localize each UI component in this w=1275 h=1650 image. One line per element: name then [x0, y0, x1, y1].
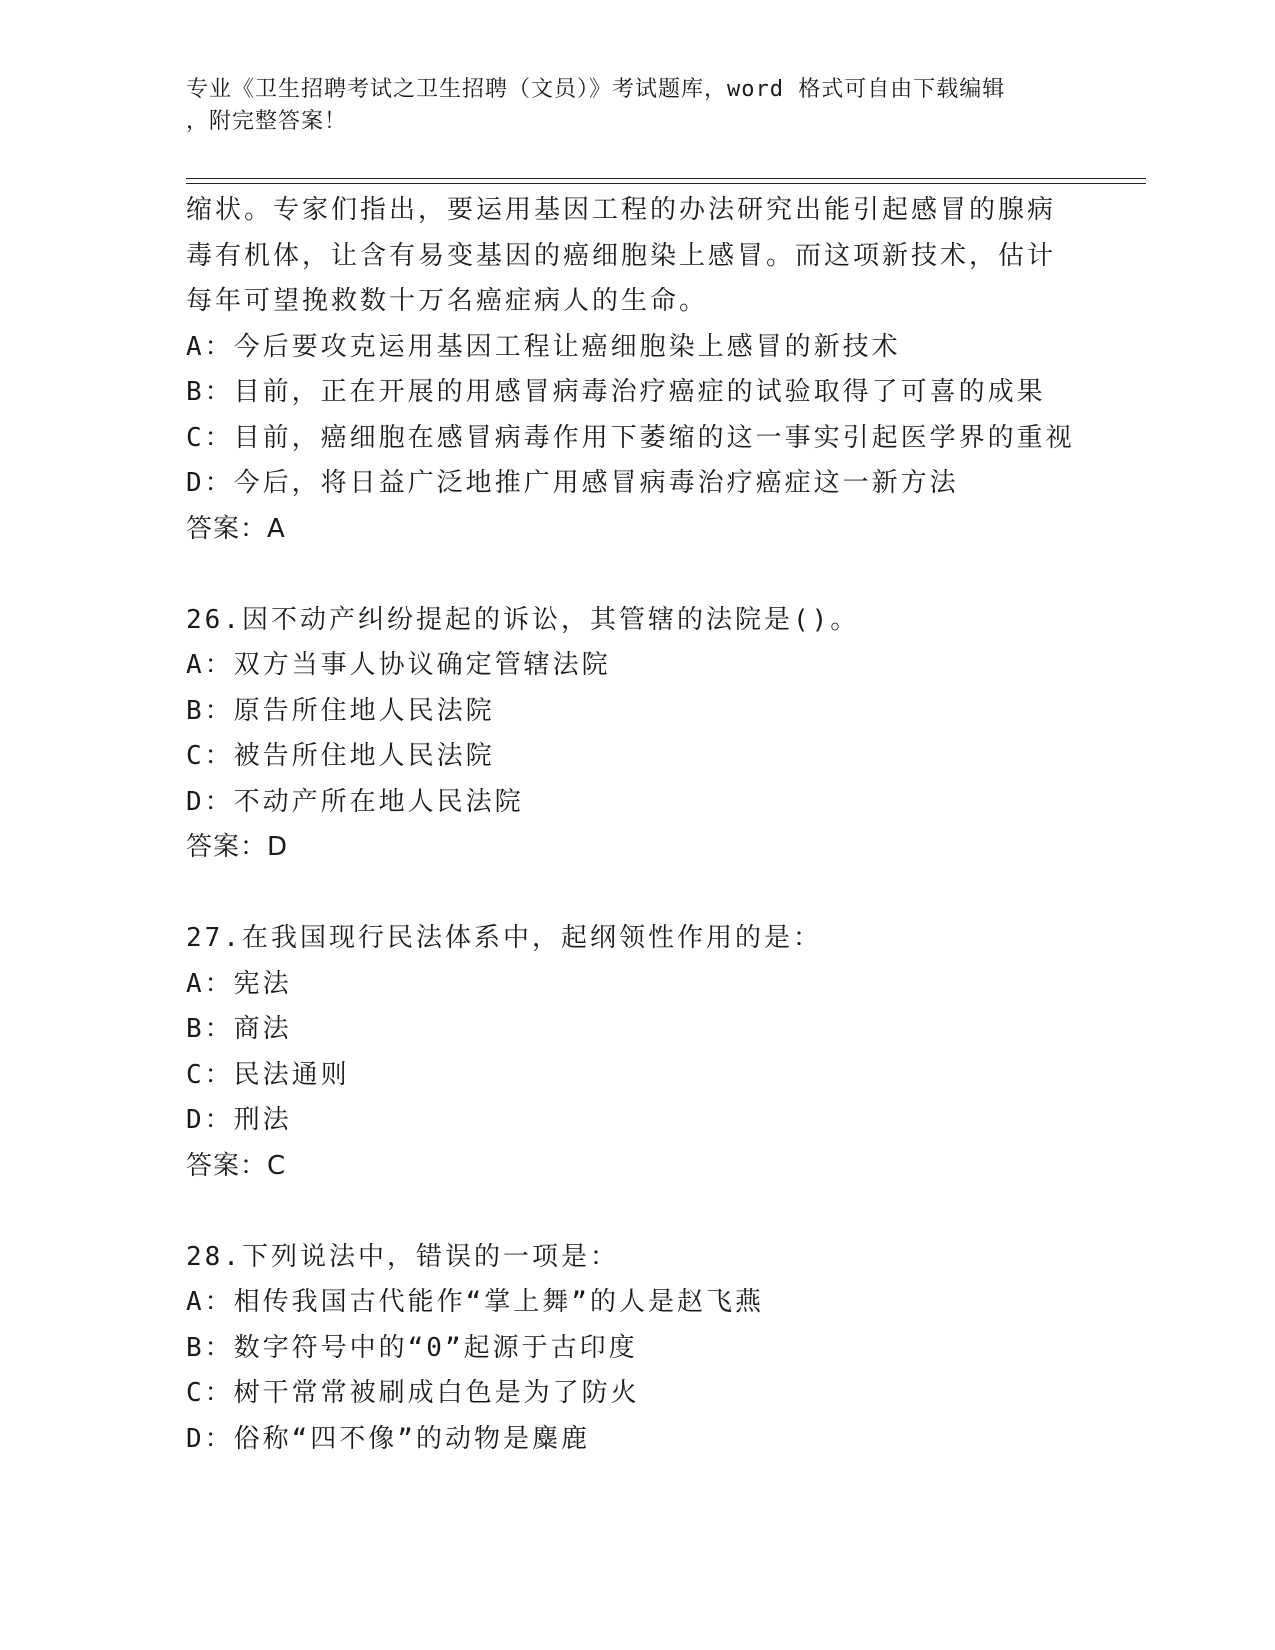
option-b: B：原告所住地人民法院: [186, 695, 495, 726]
question-stem-line: 每年可望挽救数十万名癌症病人的生命。: [186, 286, 709, 316]
header-line-1: 专业《卫生招聘考试之卫生招聘（文员）》考试题库，word 格式可自由下载编辑: [186, 77, 1006, 102]
option-c: C：被告所住地人民法院: [186, 741, 495, 771]
option-b: B：数字符号中的“0”起源于古印度: [186, 1332, 638, 1363]
question-stem-line: 缩状。专家们指出，要运用基因工程的办法研究出能引起感冒的腺病: [186, 195, 1057, 225]
answer: 答案：D: [186, 832, 289, 862]
option-a: A：宪法: [186, 968, 292, 999]
document-header: [186, 74, 1066, 138]
option-d: D：刑法: [186, 1105, 292, 1135]
option-a: A：双方当事人协议确定管辖法院: [186, 650, 611, 680]
spacer: [186, 552, 1146, 598]
option-c: C：目前，癌细胞在感冒病毒作用下萎缩的这一事实引起医学界的重视: [186, 422, 1075, 453]
header-divider-top: [186, 178, 1146, 179]
spacer: [186, 1189, 1146, 1235]
question-stem: 28.下列说法中，错误的一项是：: [186, 1241, 619, 1272]
question-28: [186, 1235, 1146, 1463]
question-stem-line: 毒有机体，让含有易变基因的癌细胞染上感冒。而这项新技术，估计: [186, 240, 1057, 271]
question-25: [186, 188, 1146, 552]
answer: 答案：C: [186, 1150, 287, 1181]
option-a: A：相传我国古代能作“掌上舞”的人是赵飞燕: [186, 1287, 764, 1317]
option-d: D：俗称“四不像”的动物是麋鹿: [186, 1423, 590, 1454]
answer: 答案：A: [186, 513, 286, 544]
question-27: [186, 916, 1146, 1189]
header-divider-bottom: [186, 183, 1146, 184]
question-stem: 26.因不动产纠纷提起的诉讼，其管辖的法院是()。: [186, 604, 860, 635]
option-b: B：商法: [186, 1014, 292, 1044]
question-stem: 27.在我国现行民法体系中，起纲领性作用的是：: [186, 923, 822, 953]
spacer: [186, 871, 1146, 917]
option-d: D：今后，将日益广泛地推广用感冒病毒治疗癌症这一新方法: [186, 468, 959, 498]
option-c: C：民法通则: [186, 1059, 350, 1090]
option-a: A：今后要攻克运用基因工程让癌细胞染上感冒的新技术: [186, 331, 901, 362]
question-26: [186, 598, 1146, 871]
option-c: C：树干常常被刷成白色是为了防火: [186, 1378, 640, 1408]
header-line-2: ，附完整答案！: [186, 109, 348, 134]
option-b: B：目前，正在开展的用感冒病毒治疗癌症的试验取得了可喜的成果: [186, 377, 1046, 407]
option-d: D：不动产所在地人民法院: [186, 786, 524, 817]
document-body: [186, 188, 1146, 1462]
